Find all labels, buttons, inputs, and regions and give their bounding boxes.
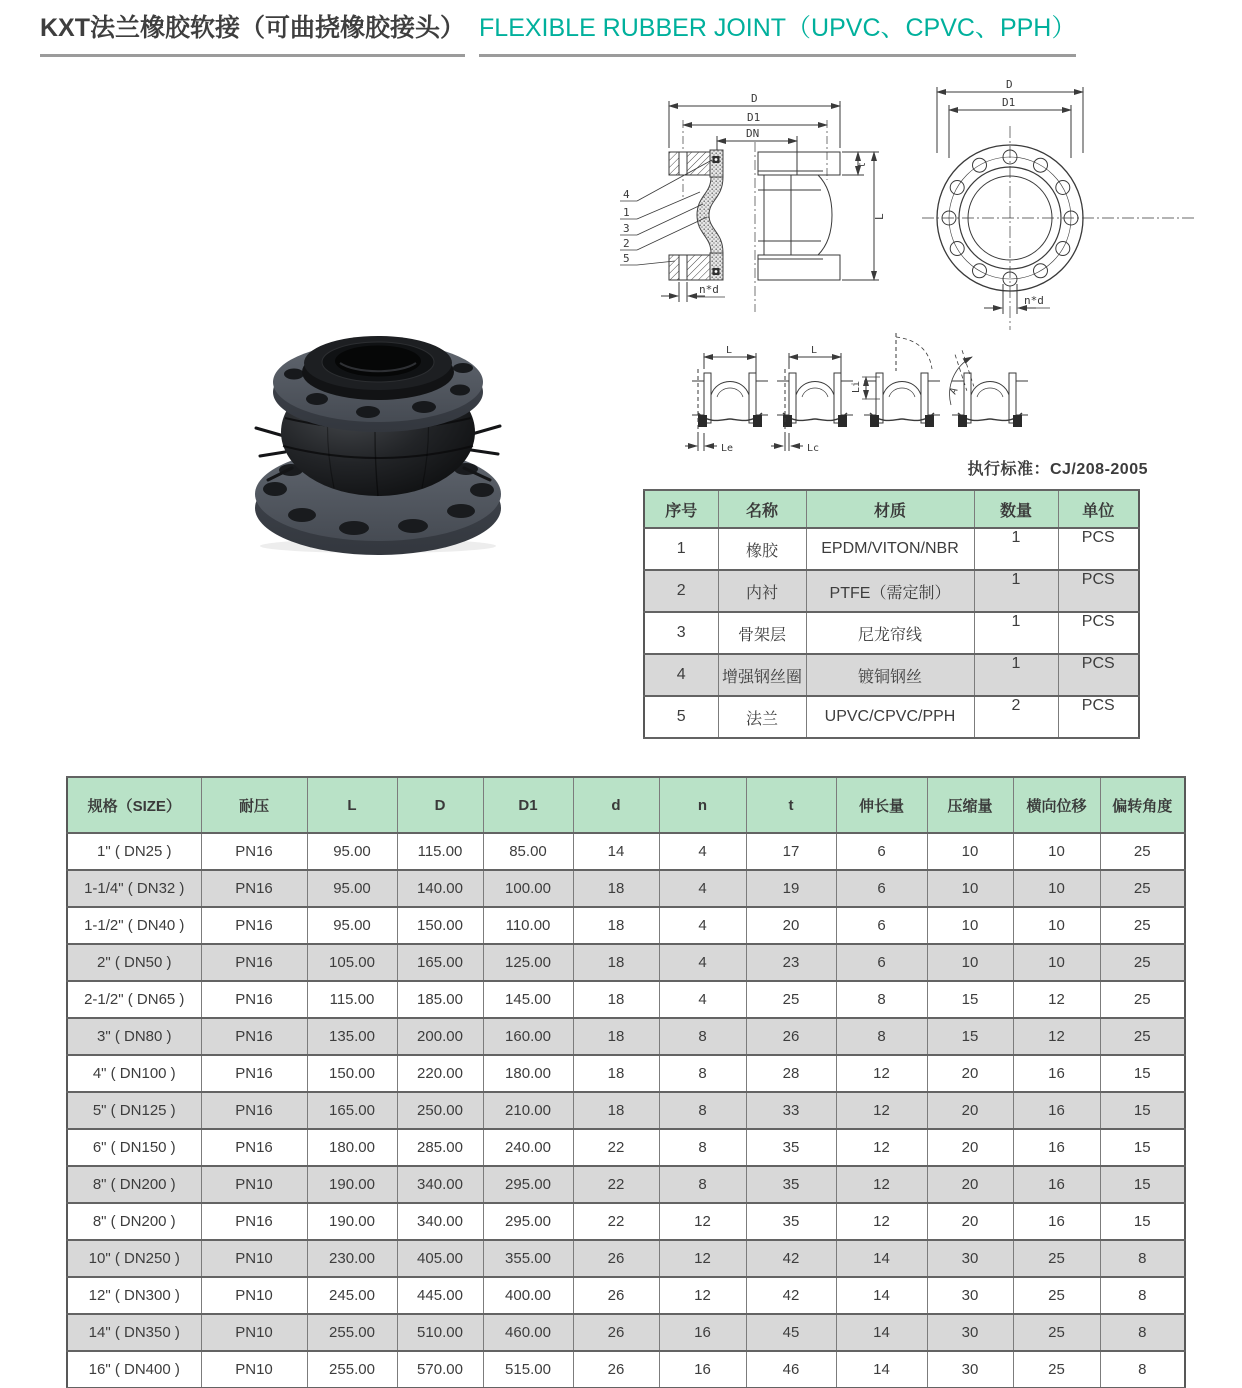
part-number: 1	[623, 206, 630, 219]
cell: 26	[573, 1314, 659, 1351]
cell: 165.00	[397, 944, 483, 981]
cell: 12	[836, 1166, 927, 1203]
cell: 150.00	[397, 907, 483, 944]
cell: 165.00	[307, 1092, 397, 1129]
part-number: 5	[623, 252, 630, 265]
dim-label-l: L	[873, 213, 886, 220]
cell: 570.00	[397, 1351, 483, 1388]
motion-diagram-compression	[771, 345, 853, 454]
cell: 25	[1100, 944, 1185, 981]
cell: 18	[573, 944, 659, 981]
cell: 18	[573, 1018, 659, 1055]
cell: 15	[1100, 1092, 1185, 1129]
column-header: D1	[483, 777, 573, 833]
cell: 16	[659, 1314, 746, 1351]
cell: 245.00	[307, 1277, 397, 1314]
cell: 22	[573, 1166, 659, 1203]
cell: PN16	[201, 944, 307, 981]
cell: 26	[573, 1351, 659, 1388]
cell: 25	[1100, 1018, 1185, 1055]
cell: 95.00	[307, 833, 397, 870]
table-row	[67, 870, 1185, 907]
spec-table	[66, 776, 1186, 1388]
cell: 15	[1100, 1129, 1185, 1166]
cell: 10	[927, 944, 1013, 981]
cell: 110.00	[483, 907, 573, 944]
cell: 18	[573, 981, 659, 1018]
cell: 295.00	[483, 1203, 573, 1240]
cell: 2	[974, 696, 1058, 738]
cell: 17	[746, 833, 836, 870]
rubber-collar	[302, 336, 454, 400]
dim-label-nd: n*d	[1024, 294, 1044, 307]
part-number: 2	[623, 237, 630, 250]
column-header: 压缩量	[927, 777, 1013, 833]
cell: 190.00	[307, 1203, 397, 1240]
cell: 355.00	[483, 1240, 573, 1277]
cell: 14	[836, 1351, 927, 1388]
cell: 45	[746, 1314, 836, 1351]
cell: 510.00	[397, 1314, 483, 1351]
cell: 8	[659, 1018, 746, 1055]
page-title-en: FLEXIBLE RUBBER JOINT（UPVC、CPVC、PPH）	[479, 8, 1076, 57]
cell: 8	[836, 981, 927, 1018]
column-header: 规格（SIZE）	[67, 777, 201, 833]
cell: 460.00	[483, 1314, 573, 1351]
cell: 30	[927, 1277, 1013, 1314]
cell: 95.00	[307, 870, 397, 907]
cell: 20	[927, 1166, 1013, 1203]
parts-table	[643, 489, 1140, 739]
cell: 85.00	[483, 833, 573, 870]
cell: 200.00	[397, 1018, 483, 1055]
cell: 8	[659, 1055, 746, 1092]
cell: 尼龙帘线	[806, 612, 974, 654]
cell: 15	[1100, 1203, 1185, 1240]
cell: 46	[746, 1351, 836, 1388]
cell: 150.00	[307, 1055, 397, 1092]
cell: 6" ( DN150 )	[67, 1129, 201, 1166]
column-header: 材质	[806, 490, 974, 528]
cell: 5" ( DN125 )	[67, 1092, 201, 1129]
cell: 12	[659, 1240, 746, 1277]
column-header: 名称	[718, 490, 806, 528]
cell: 25	[1100, 981, 1185, 1018]
cell: 12	[659, 1203, 746, 1240]
cell: 8	[1100, 1314, 1185, 1351]
cell: 8	[836, 1018, 927, 1055]
column-header: 偏转角度	[1100, 777, 1185, 833]
cell: 12	[836, 1203, 927, 1240]
cell: 橡胶	[718, 528, 806, 570]
cell: 405.00	[397, 1240, 483, 1277]
cell: 20	[927, 1129, 1013, 1166]
cell: 190.00	[307, 1166, 397, 1203]
cell: 400.00	[483, 1277, 573, 1314]
cell: 10	[1013, 907, 1100, 944]
table-row	[67, 1203, 1185, 1240]
table-row	[67, 1277, 1185, 1314]
motion-diagram-elongation	[685, 345, 768, 454]
dim-label-d: D	[1006, 78, 1013, 91]
page-title	[40, 8, 1200, 57]
cell: 23	[746, 944, 836, 981]
cell: EPDM/VITON/NBR	[806, 528, 974, 570]
cell: 4	[659, 833, 746, 870]
table-row	[67, 944, 1185, 981]
motion-diagram-angular	[948, 350, 1028, 427]
cell: 4	[644, 654, 718, 696]
part-number: 4	[623, 188, 630, 201]
cell: 160.00	[483, 1018, 573, 1055]
column-header: 序号	[644, 490, 718, 528]
cell: 12	[836, 1092, 927, 1129]
dim-nd	[661, 282, 725, 302]
cell: 3" ( DN80 )	[67, 1018, 201, 1055]
cell: 8" ( DN200 )	[67, 1166, 201, 1203]
cell: 2	[644, 570, 718, 612]
table-row	[67, 1129, 1185, 1166]
cell: 14	[836, 1314, 927, 1351]
cell: 42	[746, 1277, 836, 1314]
cell: 14	[836, 1277, 927, 1314]
cell: 95.00	[307, 907, 397, 944]
column-header: t	[746, 777, 836, 833]
dim-label-d1: D1	[747, 111, 761, 124]
cell: 115.00	[307, 981, 397, 1018]
cell: 33	[746, 1092, 836, 1129]
cell: 145.00	[483, 981, 573, 1018]
dim-t	[842, 152, 868, 175]
cell: 4	[659, 944, 746, 981]
cell: 6	[836, 944, 927, 981]
cell: 35	[746, 1129, 836, 1166]
cell: 10	[1013, 833, 1100, 870]
cell: 15	[927, 1018, 1013, 1055]
cell: 1	[644, 528, 718, 570]
table-row	[67, 1240, 1185, 1277]
cell: 15	[1100, 1055, 1185, 1092]
cell: 8	[659, 1092, 746, 1129]
cell: 220.00	[397, 1055, 483, 1092]
cell: 14	[836, 1240, 927, 1277]
cell: 1	[974, 612, 1058, 654]
cell: 3	[644, 612, 718, 654]
cell: 445.00	[397, 1277, 483, 1314]
part-number: 3	[623, 222, 630, 235]
cell: 18	[573, 1055, 659, 1092]
column-header: 耐压	[201, 777, 307, 833]
header-row	[67, 777, 1185, 833]
cell: 185.00	[397, 981, 483, 1018]
cell: PN10	[201, 1166, 307, 1203]
column-header: 数量	[974, 490, 1058, 528]
cell: 20	[927, 1092, 1013, 1129]
column-header: D	[397, 777, 483, 833]
product-photo	[228, 300, 528, 560]
cell: 10	[927, 870, 1013, 907]
cell: 8	[659, 1166, 746, 1203]
cell: 26	[746, 1018, 836, 1055]
dim-dn	[717, 127, 797, 175]
table-row	[644, 654, 1139, 696]
cell: 镀铜钢丝	[806, 654, 974, 696]
cell: 105.00	[307, 944, 397, 981]
table-row	[67, 833, 1185, 870]
column-header: d	[573, 777, 659, 833]
cell: PN10	[201, 1314, 307, 1351]
cell: 180.00	[483, 1055, 573, 1092]
cell: PCS	[1058, 654, 1139, 696]
column-header: n	[659, 777, 746, 833]
cell: 10	[927, 833, 1013, 870]
cell: 140.00	[397, 870, 483, 907]
cell: 100.00	[483, 870, 573, 907]
cell: 26	[573, 1277, 659, 1314]
column-header: 单位	[1058, 490, 1139, 528]
table-row	[67, 1055, 1185, 1092]
cell: 8	[1100, 1351, 1185, 1388]
cell: 25	[746, 981, 836, 1018]
cell: 10" ( DN250 )	[67, 1240, 201, 1277]
cell: PN16	[201, 907, 307, 944]
cell: PN16	[201, 870, 307, 907]
cell: PCS	[1058, 528, 1139, 570]
cell: 16	[1013, 1166, 1100, 1203]
cell: 35	[746, 1166, 836, 1203]
page-title-cn: KXT法兰橡胶软接（可曲挠橡胶接头）	[40, 8, 465, 57]
cell: 25	[1013, 1314, 1100, 1351]
cell: 5	[644, 696, 718, 738]
cell: 1-1/4" ( DN32 )	[67, 870, 201, 907]
table-row	[67, 1018, 1185, 1055]
table-row	[644, 528, 1139, 570]
cell: 12	[659, 1277, 746, 1314]
cell: 18	[573, 870, 659, 907]
cell: 1-1/2" ( DN40 )	[67, 907, 201, 944]
cell: 210.00	[483, 1092, 573, 1129]
dim-nd-front	[984, 284, 1050, 314]
column-header: 横向位移	[1013, 777, 1100, 833]
cell: 增强钢丝圈	[718, 654, 806, 696]
cell: PN10	[201, 1240, 307, 1277]
cell: PN16	[201, 981, 307, 1018]
cell: 25	[1013, 1240, 1100, 1277]
cell: 1	[974, 528, 1058, 570]
cell: 6	[836, 833, 927, 870]
cell: 340.00	[397, 1166, 483, 1203]
dim-label-l: L	[811, 345, 818, 356]
cell: 20	[746, 907, 836, 944]
cell: 4	[659, 907, 746, 944]
cell: 22	[573, 1129, 659, 1166]
cell: PCS	[1058, 612, 1139, 654]
column-header: 伸长量	[836, 777, 927, 833]
cell: PTFE（需定制）	[806, 570, 974, 612]
cell: PN16	[201, 1055, 307, 1092]
cell: 16	[1013, 1092, 1100, 1129]
cell: PCS	[1058, 570, 1139, 612]
table-row	[644, 696, 1139, 738]
motion-diagrams	[685, 325, 1040, 465]
cell: 25	[1100, 870, 1185, 907]
cell: 340.00	[397, 1203, 483, 1240]
cell: 295.00	[483, 1166, 573, 1203]
cell: 16	[1013, 1055, 1100, 1092]
section-drawing	[615, 80, 950, 320]
cell: 14	[573, 833, 659, 870]
cell: 12	[836, 1129, 927, 1166]
table-row	[67, 1351, 1185, 1388]
cell: 125.00	[483, 944, 573, 981]
cell: 19	[746, 870, 836, 907]
flange-outline	[758, 152, 840, 280]
cell: 12	[1013, 981, 1100, 1018]
cell: 4" ( DN100 )	[67, 1055, 201, 1092]
dim-label-nd: n*d	[699, 283, 719, 296]
cell: 6	[836, 870, 927, 907]
cell: 6	[836, 907, 927, 944]
cell: 10	[927, 907, 1013, 944]
cell: 25	[1013, 1277, 1100, 1314]
dim-label-t: t	[857, 161, 868, 168]
cell: 240.00	[483, 1129, 573, 1166]
cell: 30	[927, 1351, 1013, 1388]
cell: 25	[1013, 1351, 1100, 1388]
cell: 115.00	[397, 833, 483, 870]
dim-label-l: L	[726, 345, 733, 356]
header-row	[644, 490, 1139, 528]
cell: PN16	[201, 833, 307, 870]
cell: PN10	[201, 1351, 307, 1388]
dim-label-le: Le	[721, 443, 734, 454]
dim-label-li: Li	[851, 380, 862, 393]
dim-d1	[683, 111, 827, 125]
cell: 15	[927, 981, 1013, 1018]
cell: 35	[746, 1203, 836, 1240]
cell: PN16	[201, 1129, 307, 1166]
cell: 30	[927, 1314, 1013, 1351]
cell: 法兰	[718, 696, 806, 738]
cell: 内衬	[718, 570, 806, 612]
cell: 30	[927, 1240, 1013, 1277]
cell: 12" ( DN300 )	[67, 1277, 201, 1314]
cell: 230.00	[307, 1240, 397, 1277]
dim-label-dn: DN	[746, 127, 760, 140]
cell: 2-1/2" ( DN65 )	[67, 981, 201, 1018]
cell: 135.00	[307, 1018, 397, 1055]
cell: 10	[1013, 944, 1100, 981]
cell: 18	[573, 907, 659, 944]
cell: PCS	[1058, 696, 1139, 738]
cell: 4	[659, 870, 746, 907]
table-row	[67, 1092, 1185, 1129]
cell: 10	[1013, 870, 1100, 907]
cell: PN16	[201, 1092, 307, 1129]
table-row	[67, 907, 1185, 944]
cell: 20	[927, 1203, 1013, 1240]
cell: 1" ( DN25 )	[67, 833, 201, 870]
cell: 16	[659, 1351, 746, 1388]
table-row	[644, 570, 1139, 612]
cell: UPVC/CPVC/PPH	[806, 696, 974, 738]
cell: 25	[1100, 833, 1185, 870]
cell: 250.00	[397, 1092, 483, 1129]
cell: 8" ( DN200 )	[67, 1203, 201, 1240]
cell: 16" ( DN400 )	[67, 1351, 201, 1388]
front-view-drawing	[922, 78, 1197, 333]
dim-l	[842, 152, 886, 280]
column-header: L	[307, 777, 397, 833]
cell: PN10	[201, 1277, 307, 1314]
cell: 28	[746, 1055, 836, 1092]
cell: 16	[1013, 1203, 1100, 1240]
table-row	[644, 612, 1139, 654]
cell: PN16	[201, 1018, 307, 1055]
dim-label-lc: Lc	[807, 443, 820, 454]
cell: 26	[573, 1240, 659, 1277]
cell: 1	[974, 654, 1058, 696]
cell: 255.00	[307, 1351, 397, 1388]
cell: 2" ( DN50 )	[67, 944, 201, 981]
cell: 285.00	[397, 1129, 483, 1166]
cell: 12	[836, 1055, 927, 1092]
cell: 22	[573, 1203, 659, 1240]
cell: 4	[659, 981, 746, 1018]
cell: 8	[1100, 1240, 1185, 1277]
cell: 20	[927, 1055, 1013, 1092]
cell: 180.00	[307, 1129, 397, 1166]
motion-diagram-lateral	[851, 333, 940, 427]
cell: 515.00	[483, 1351, 573, 1388]
cell: PN16	[201, 1203, 307, 1240]
dim-label-a: A	[947, 385, 961, 397]
cell: 255.00	[307, 1314, 397, 1351]
cell: 8	[1100, 1277, 1185, 1314]
cell: 42	[746, 1240, 836, 1277]
cell: 25	[1100, 907, 1185, 944]
table-row	[67, 1166, 1185, 1203]
cell: 18	[573, 1092, 659, 1129]
cell: 12	[1013, 1018, 1100, 1055]
table-row	[67, 981, 1185, 1018]
standard-note: 执行标准：CJ/208-2005	[967, 461, 1148, 478]
dim-label-d: D	[751, 92, 758, 105]
dim-label-d1: D1	[1002, 96, 1016, 109]
cell: 1	[974, 570, 1058, 612]
cell: 14" ( DN350 )	[67, 1314, 201, 1351]
cell: 16	[1013, 1129, 1100, 1166]
cell: 8	[659, 1129, 746, 1166]
cell: 骨架层	[718, 612, 806, 654]
cell: 15	[1100, 1166, 1185, 1203]
table-row	[67, 1314, 1185, 1351]
